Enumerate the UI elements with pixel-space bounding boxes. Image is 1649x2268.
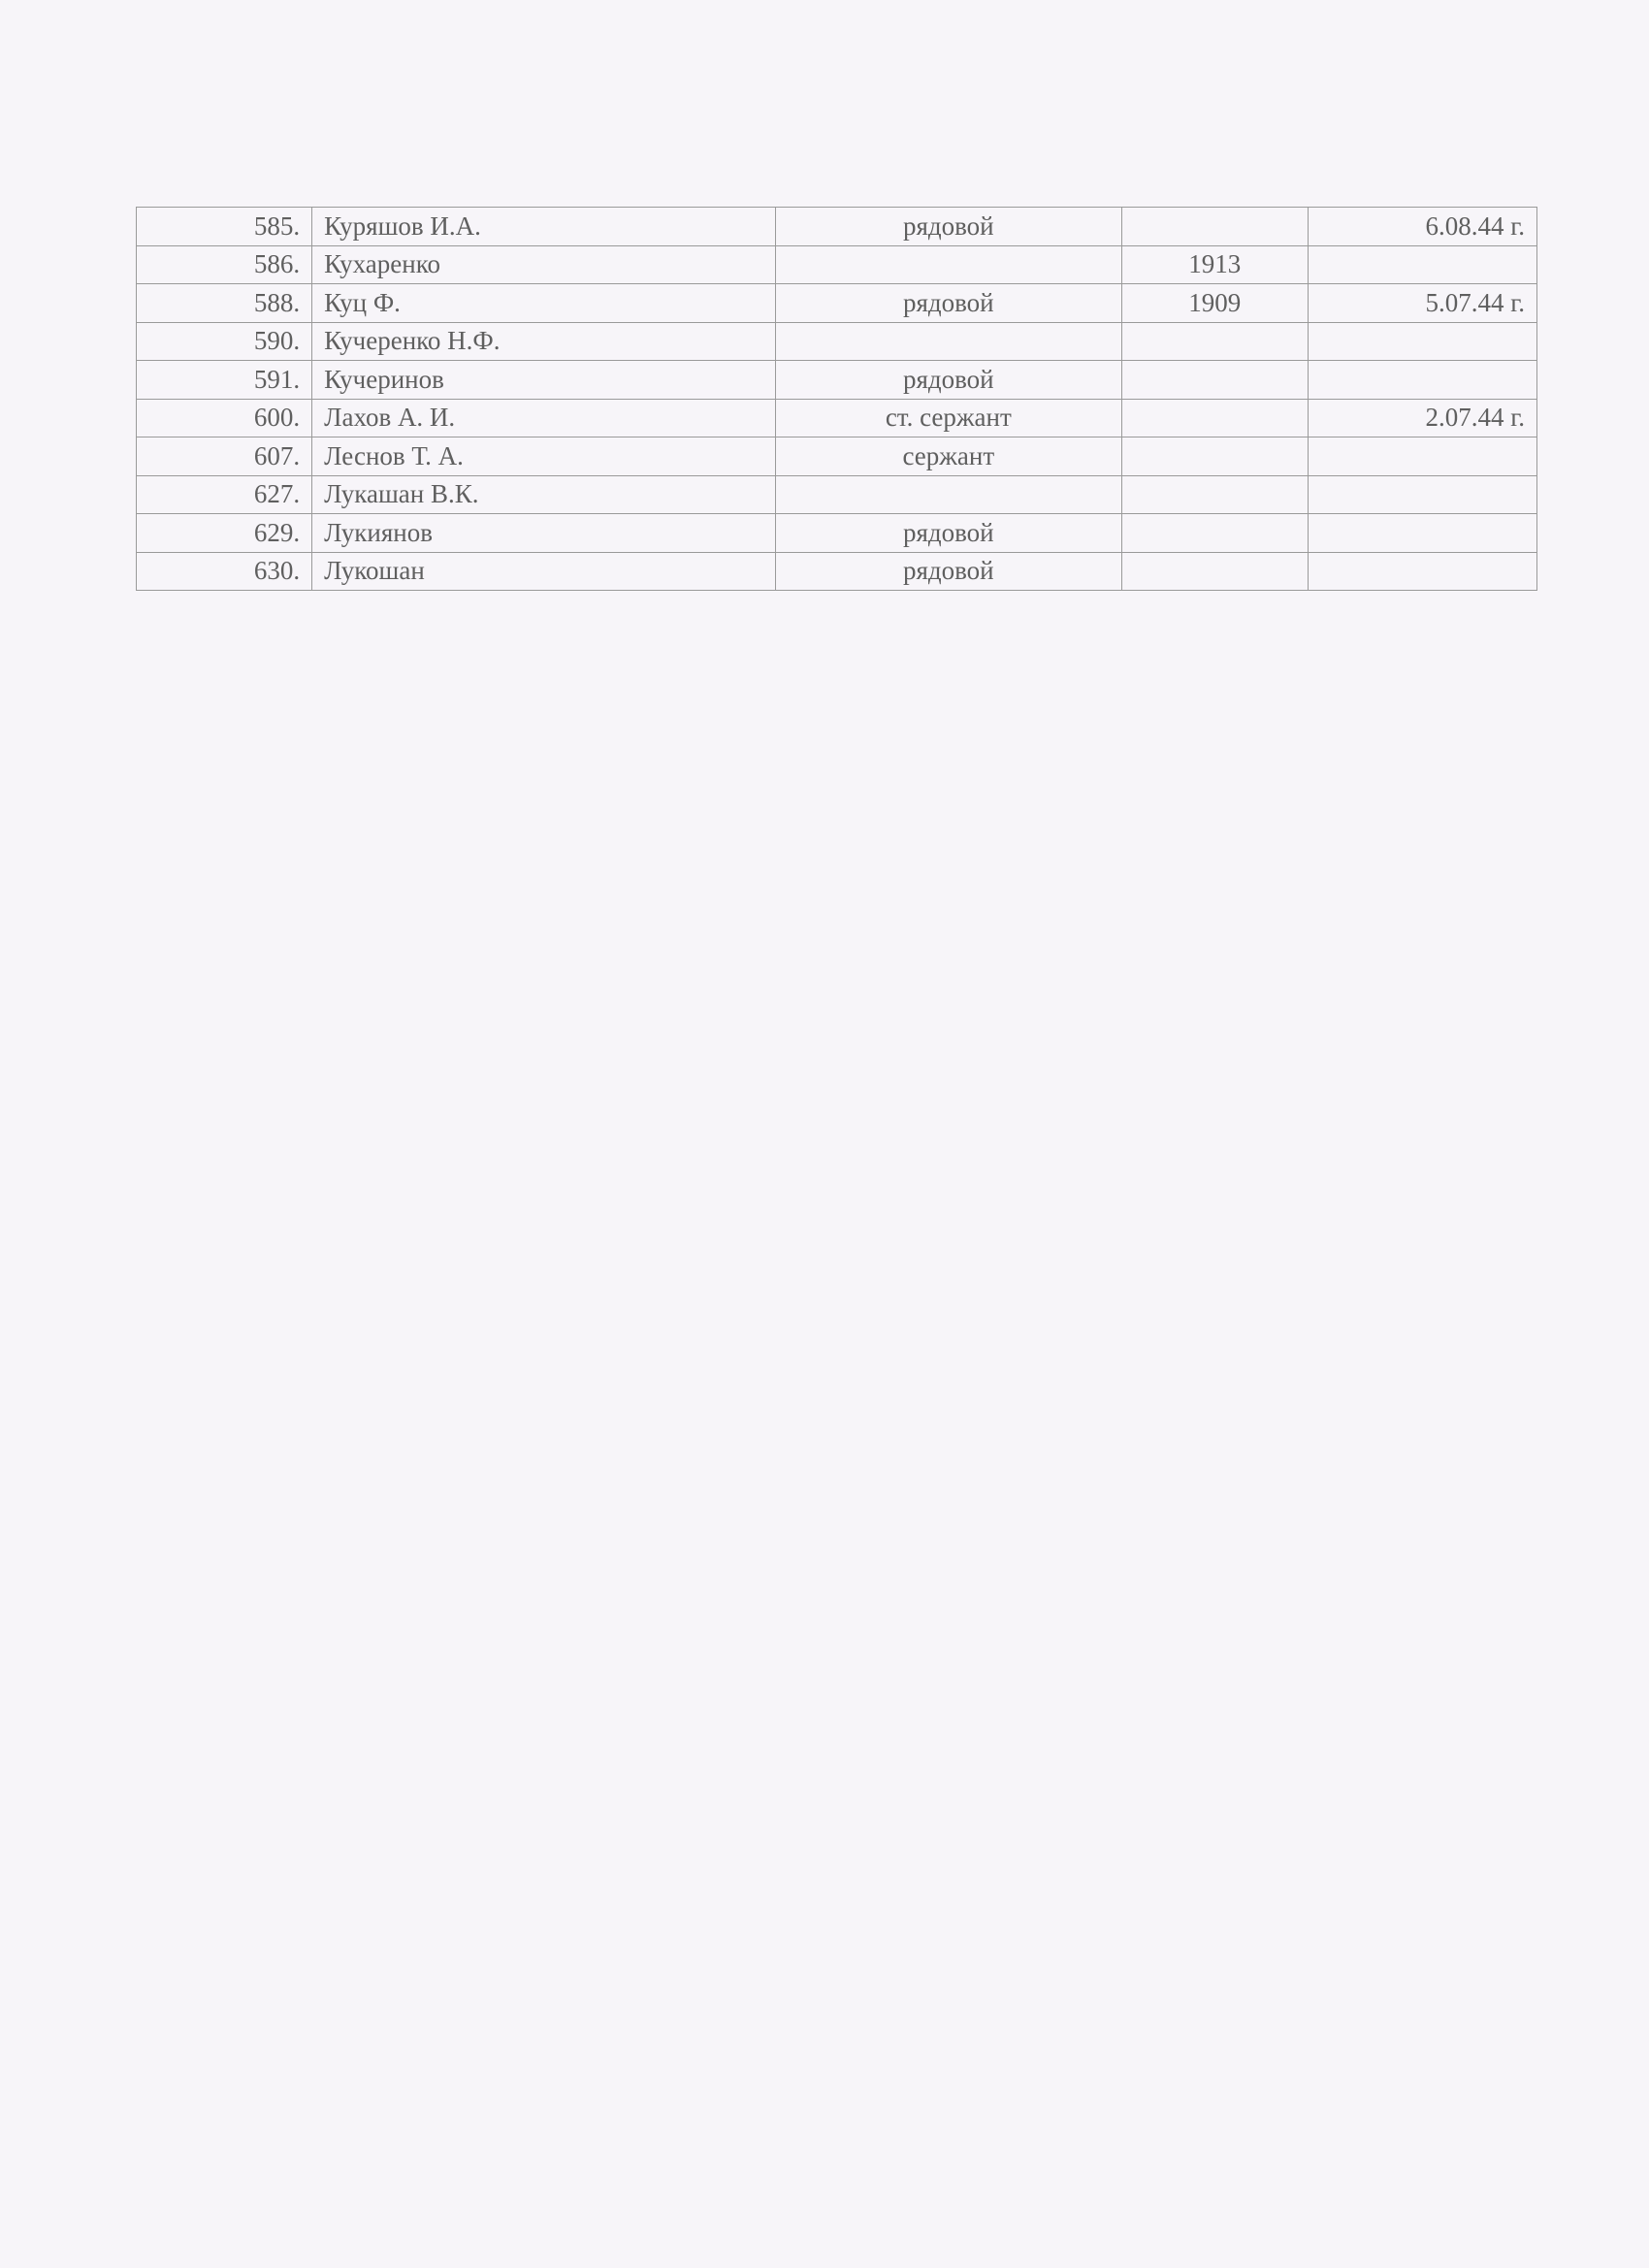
military-rank: рядовой xyxy=(775,284,1121,323)
birth-year xyxy=(1121,208,1308,246)
date-cell xyxy=(1308,245,1536,284)
birth-year xyxy=(1121,552,1308,591)
row-number: 630. xyxy=(137,552,312,591)
date-cell: 5.07.44 г. xyxy=(1308,284,1536,323)
table-row xyxy=(137,552,1537,591)
military-rank: рядовой xyxy=(775,552,1121,591)
military-rank: рядовой xyxy=(775,361,1121,400)
row-number: 629. xyxy=(137,514,312,553)
row-number: 585. xyxy=(137,208,312,246)
birth-year xyxy=(1121,399,1308,437)
row-number: 588. xyxy=(137,284,312,323)
table-row xyxy=(137,399,1537,437)
table-row xyxy=(137,284,1537,323)
military-rank: рядовой xyxy=(775,514,1121,553)
military-rank: рядовой xyxy=(775,208,1121,246)
birth-year: 1909 xyxy=(1121,284,1308,323)
row-number: 600. xyxy=(137,399,312,437)
row-number: 627. xyxy=(137,475,312,514)
date-cell xyxy=(1308,322,1536,361)
military-rank: сержант xyxy=(775,437,1121,476)
military-rank: ст. сержант xyxy=(775,399,1121,437)
table-row xyxy=(137,475,1537,514)
row-number: 590. xyxy=(137,322,312,361)
person-name: Кухаренко xyxy=(312,245,776,284)
military-rank xyxy=(775,475,1121,514)
person-name: Кучеринов xyxy=(312,361,776,400)
person-name: Лукашан В.К. xyxy=(312,475,776,514)
date-cell xyxy=(1308,475,1536,514)
birth-year xyxy=(1121,437,1308,476)
person-name: Лукиянов xyxy=(312,514,776,553)
person-name: Леснов Т. А. xyxy=(312,437,776,476)
date-cell xyxy=(1308,514,1536,553)
birth-year: 1913 xyxy=(1121,245,1308,284)
table-row xyxy=(137,322,1537,361)
birth-year xyxy=(1121,514,1308,553)
date-cell xyxy=(1308,361,1536,400)
birth-year xyxy=(1121,361,1308,400)
person-name: Лукошан xyxy=(312,552,776,591)
table-row xyxy=(137,208,1537,246)
military-rank xyxy=(775,245,1121,284)
date-cell xyxy=(1308,437,1536,476)
date-cell: 2.07.44 г. xyxy=(1308,399,1536,437)
personnel-roster-table xyxy=(136,207,1537,591)
person-name: Куряшов И.А. xyxy=(312,208,776,246)
table-row xyxy=(137,245,1537,284)
date-cell xyxy=(1308,552,1536,591)
date-cell: 6.08.44 г. xyxy=(1308,208,1536,246)
table-row xyxy=(137,437,1537,476)
military-rank xyxy=(775,322,1121,361)
person-name: Лахов А. И. xyxy=(312,399,776,437)
row-number: 586. xyxy=(137,245,312,284)
table-row xyxy=(137,361,1537,400)
birth-year xyxy=(1121,322,1308,361)
table-row xyxy=(137,514,1537,553)
person-name: Куц Ф. xyxy=(312,284,776,323)
row-number: 591. xyxy=(137,361,312,400)
person-name: Кучеренко Н.Ф. xyxy=(312,322,776,361)
birth-year xyxy=(1121,475,1308,514)
row-number: 607. xyxy=(137,437,312,476)
roster-body xyxy=(137,208,1537,591)
